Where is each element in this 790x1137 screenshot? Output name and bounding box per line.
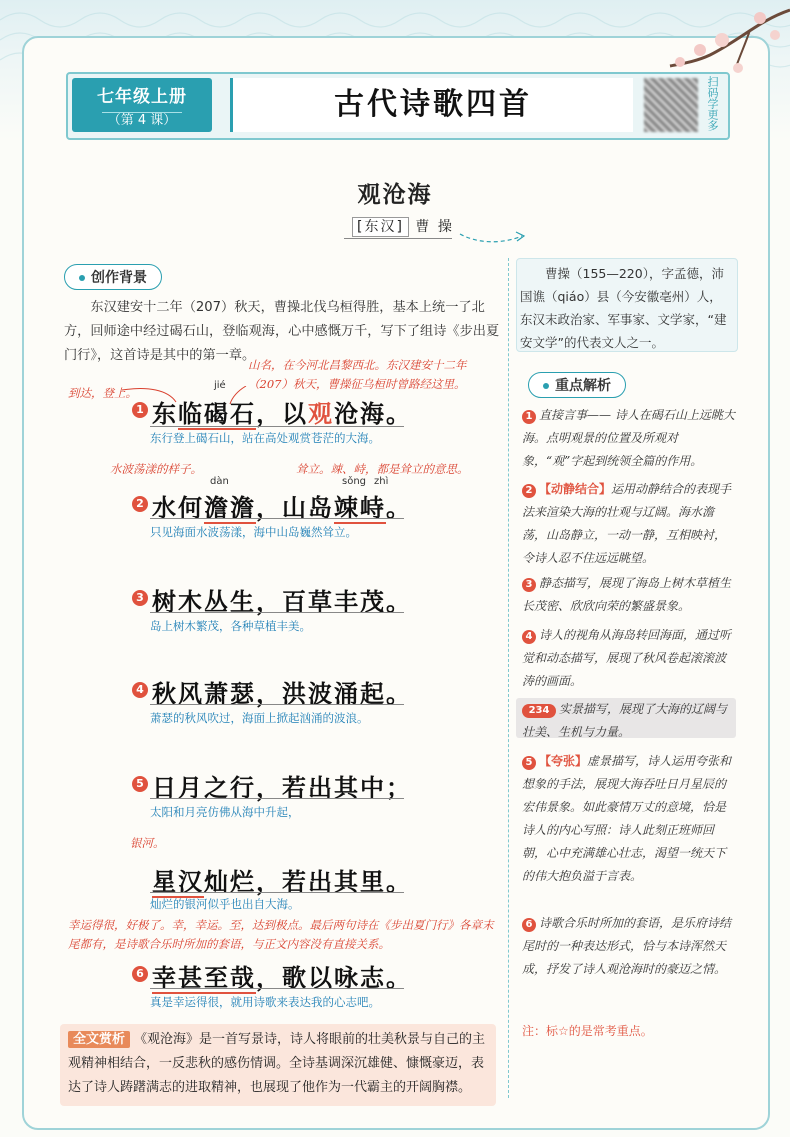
line-number: 4: [132, 682, 148, 698]
author-bio: 曹操（155—220），字孟德，沛国谯（qiáo）县（今安徽亳州）人，东汉末政治家、军事家、文学家，“建安文学”的代表文人之一。: [520, 266, 727, 350]
qr-code[interactable]: [644, 78, 698, 132]
analysis-item-234: 234 实景描写，展现了大海的辽阔与壮美、生机与力量。: [522, 702, 728, 739]
qr-label: 扫码学更多: [706, 76, 719, 131]
appreciation-text: 全文赏析 《观沧海》是一首写景诗，诗人将眼前的壮美秋景与自己的主观精神相结合，一反悲秋的感伤情调。全诗基调深沉雄健、慷慨豪迈，表达了诗人踌躇满志的进取精神，也展现了他作为一代霸主的开阔胸襟。: [68, 1032, 486, 1095]
author-line: [352, 216, 454, 236]
note-songzhi: 耸立。竦、峙，都是耸立的意思。: [296, 462, 469, 476]
translation: 只见海面水波荡漾，海中山岛巍然耸立。: [150, 525, 357, 539]
analysis-item-1: 1 直接言事—— 诗人在碣石山上远眺大海。点明观景的位置及所观对象，“观”字起到统领全篇的作用。: [522, 408, 735, 468]
poem-line-2: dàn sǒng zhì 水何澹澹，山岛竦峙。: [152, 476, 412, 522]
line-rule: [150, 704, 404, 705]
note-dandan: 水波荡漾的样子。: [110, 462, 202, 476]
translation: 萧瑟的秋风吹过，海面上掀起汹涌的波浪。: [150, 711, 369, 725]
poem-line-6: 星汉灿烂，若出其里。: [152, 867, 412, 896]
translation: 东行登上碣石山，站在高处观赏苍茫的大海。: [150, 431, 380, 445]
background-label: 创作背景: [64, 264, 162, 290]
line-rule: [150, 798, 404, 799]
grade-badge: [72, 78, 212, 132]
translation: 灿烂的银河似乎也出自大海。: [150, 897, 300, 911]
background-text: 东汉建安十二年（207）秋天，曹操北伐乌桓得胜，基本上统一了北方，回师途中经过碣石山，登临观海，心中感慨万千，写下了组诗《步出夏门行》，这首诗是其中的第一章。: [64, 300, 500, 363]
poem-line-1: jié 东临碣石，以观沧海。: [152, 380, 412, 428]
poem-line-7: 幸甚至哉，歌以咏志。: [152, 963, 412, 992]
line-number: 6: [132, 966, 148, 982]
note-xingshen: 幸运得很，好极了。幸，幸运。至，达到极点。最后两句诗在《步出夏门行》各章末尾都有，是诗歌合乐时所加的套语，与正文内容没有直接关系。: [68, 918, 494, 951]
line-rule: [150, 612, 404, 613]
line-number: 3: [132, 590, 148, 606]
poem-title: 观沧海: [357, 181, 433, 208]
lesson-label: （第 4 课）: [102, 112, 183, 128]
analysis-item-3: 3 静态描写，展现了海岛上树木草植生长茂密、欣欣向荣的繁盛景象。: [522, 576, 732, 613]
line-rule: [150, 518, 404, 519]
line-rule: [150, 988, 404, 989]
line-number: 5: [132, 776, 148, 792]
analysis-item-2: 2 【动静结合】运用动静结合的表现手法来渲染大海的壮观与辽阔。海水澹荡，山岛静立，一动一静，互相映衬，令诗人忍不住远远眺望。: [522, 482, 732, 565]
poem-line-3: 树木丛生，百草丰茂。: [152, 587, 412, 616]
column-divider: [508, 258, 509, 1098]
analysis-item-6: 6 诗歌合乐时所加的套语，是乐府诗结尾时的一种表达形式，恰与本诗浑然天成，抒发了诗人观沧海时的豪迈之情。: [522, 916, 732, 976]
line-rule: [150, 426, 404, 427]
appreciation-tag: 全文赏析: [68, 1031, 130, 1048]
footnote: 注：标☆的是常考重点。: [522, 1024, 653, 1038]
note-xinghan: 银河。: [130, 836, 165, 850]
translation: 太阳和月亮仿佛从海中升起，: [150, 805, 300, 819]
line-number: 2: [132, 496, 148, 512]
poem-line-5: 日月之行，若出其中；: [152, 773, 412, 802]
translation: 岛上树木繁茂，各种草植丰美。: [150, 619, 311, 633]
note-jieshi: 山名，在今河北昌黎西北。东汉建安十二年（207）秋天，曹操征乌桓时曾路经这里。: [248, 358, 467, 391]
dashed-arrow-icon: [458, 226, 528, 246]
translation: 真是幸运得很，就用诗歌来表达我的心志吧。: [150, 995, 380, 1009]
line-number: 1: [132, 402, 148, 418]
line-rule: [150, 892, 404, 893]
author-name: 曹 操: [415, 219, 454, 235]
grade-label: 七年级上册: [97, 87, 187, 107]
poem-line-4: 秋风萧瑟，洪波涌起。: [152, 679, 412, 708]
analysis-item-4: 4 诗人的视角从海岛转回海面，通过听觉和动态描写，展现了秋风卷起滚滚波涛的画面。: [522, 628, 732, 688]
analysis-item-5: 5 【夸张】虚景描写，诗人运用夸张和想象的手法，展现大海吞吐日月星辰的宏伟景象。如此豪情万丈的意境，恰是诗人的内心写照：诗人此刻正班师回朝，心中充满雄心壮志，渴望一统天下的伟大抱负溢于言表。: [522, 754, 732, 883]
analysis-label: 重点解析: [528, 372, 626, 398]
page-title: 古代诗歌四首: [230, 78, 633, 132]
author-underline: [344, 238, 452, 239]
note-arrive: 到达，登上。: [68, 386, 137, 400]
dynasty-label: [东汉]: [352, 217, 409, 237]
